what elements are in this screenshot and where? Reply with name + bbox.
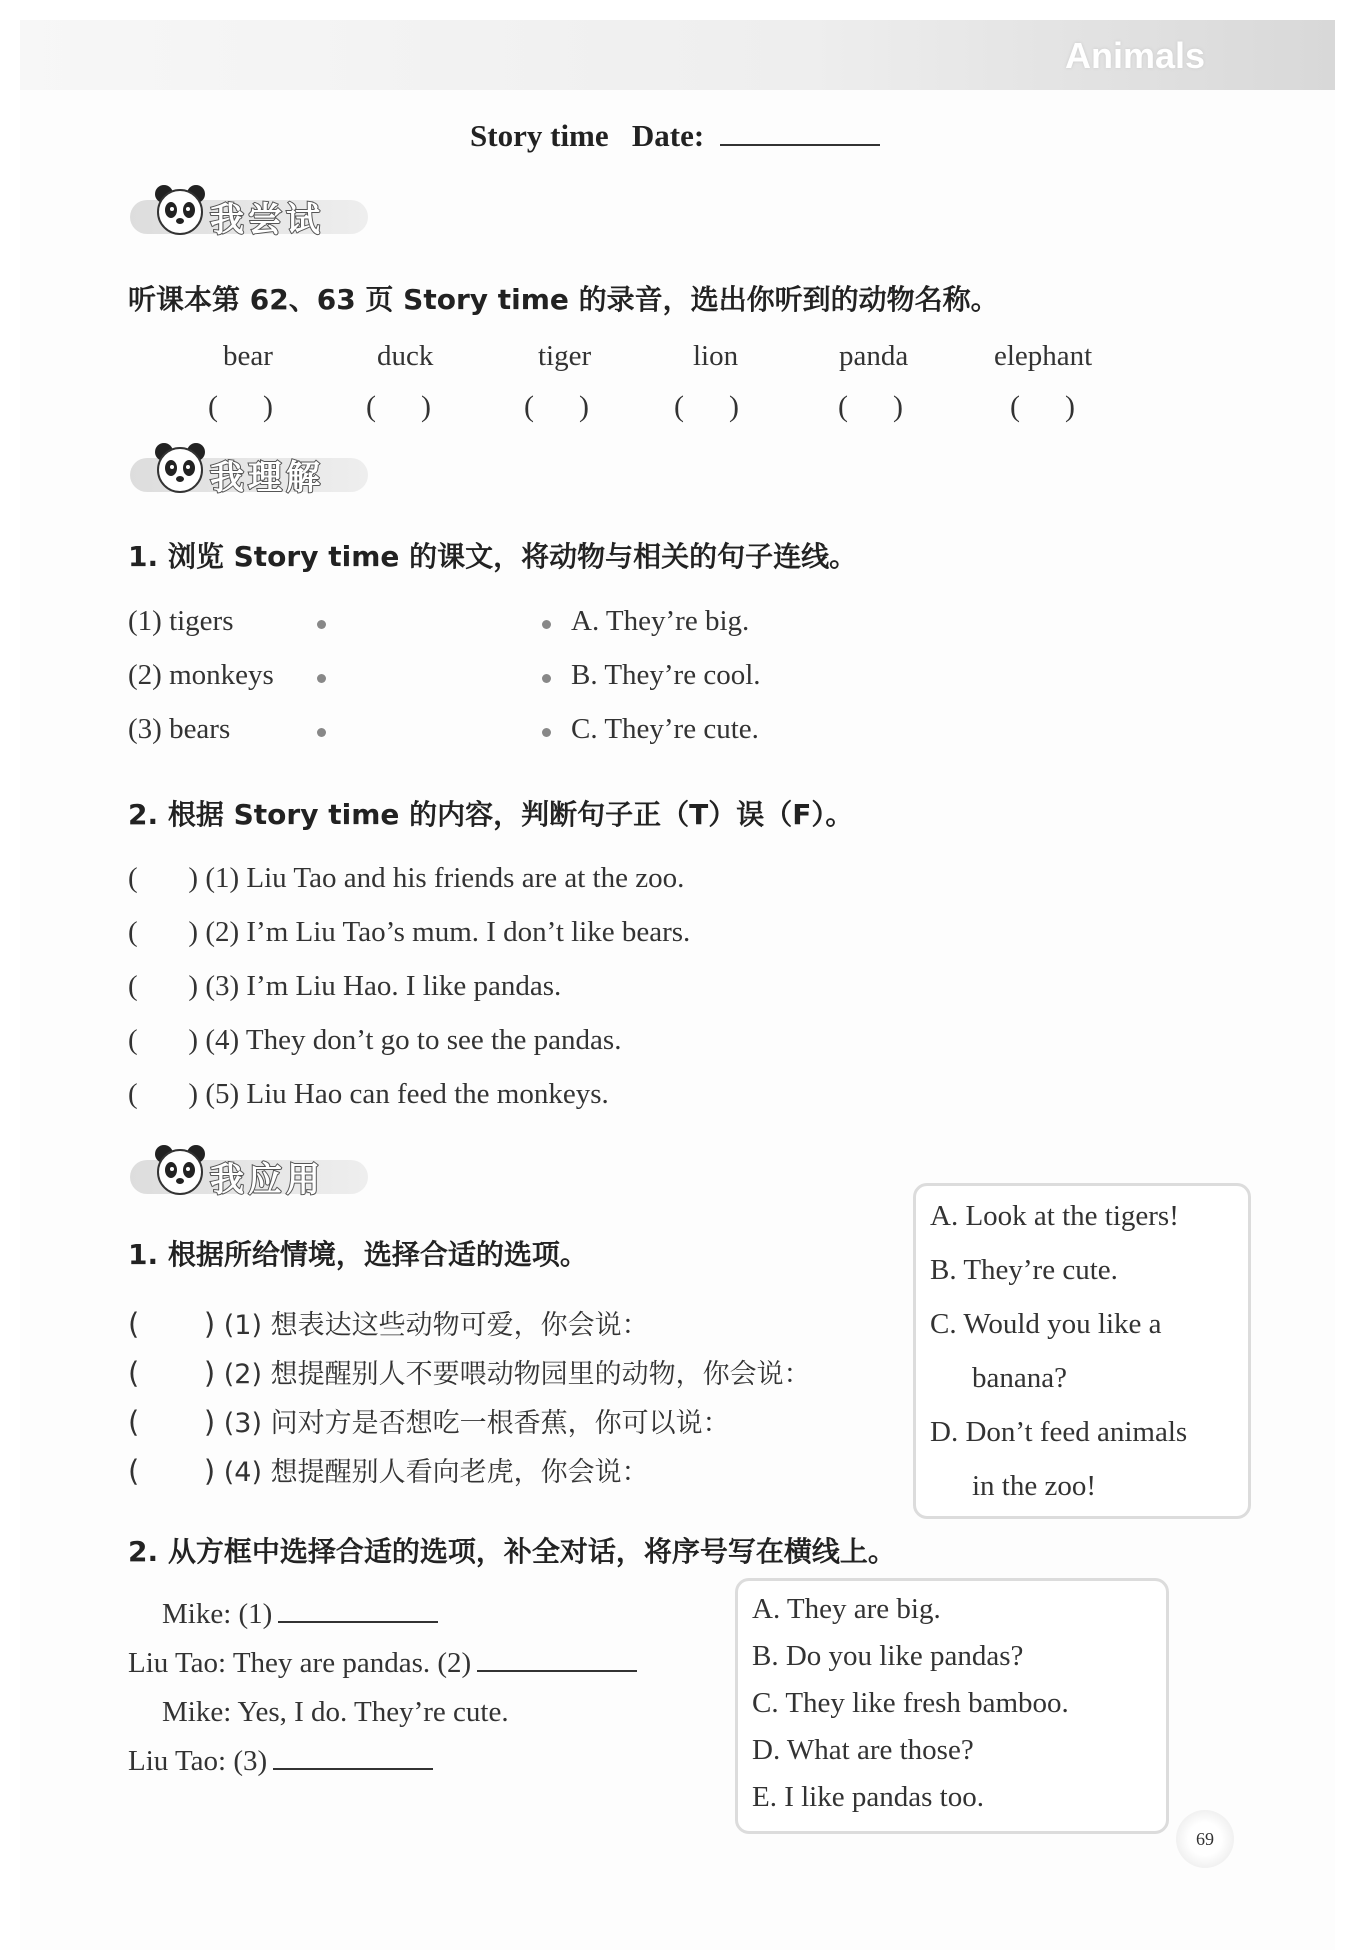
- date-label: Date:: [631, 118, 705, 153]
- situation-text: (4) 想提醒别人看向老虎，你会说：: [223, 1457, 649, 1488]
- dialogue-text: Mike: (1): [162, 1598, 273, 1630]
- match-dot[interactable]: [542, 620, 551, 629]
- match-left-item: (1) tigers: [128, 605, 234, 637]
- tf-bracket[interactable]: ( ): [128, 862, 199, 894]
- tf-statement: (2) I’m Liu Tao’s mum. I don’t like bears.: [205, 916, 691, 948]
- dialogue-line: [128, 1647, 637, 1680]
- match-dot[interactable]: [542, 728, 551, 737]
- badge-understand: [128, 448, 378, 498]
- option-item: D. What are those?: [752, 1734, 974, 1766]
- dialogue-text: Liu Tao: (3): [128, 1745, 268, 1777]
- dialogue-line: [128, 1745, 433, 1778]
- match-right-item: B. They’re cool.: [571, 659, 761, 691]
- dialogue-line: [162, 1598, 438, 1631]
- date-blank[interactable]: [720, 118, 880, 146]
- option-item: A. They are big.: [752, 1593, 941, 1625]
- answer-blank[interactable]: [477, 1648, 637, 1672]
- apply-q1-title: 1. 根据所给情境，选择合适的选项。: [128, 1238, 588, 1271]
- try-instruction: 听课本第 62、63 页 Story time 的录音，选出你听到的动物名称。: [128, 283, 999, 316]
- tf-statement: (4) They don’t go to see the pandas.: [205, 1024, 622, 1056]
- option-item-cont: banana?: [972, 1362, 1067, 1394]
- section-title: Animals: [1064, 35, 1206, 76]
- match-left-item: (2) monkeys: [128, 659, 274, 691]
- animal-word: elephant: [994, 340, 1093, 372]
- match-dot[interactable]: [317, 620, 326, 629]
- match-left-item: (3) bears: [128, 713, 231, 745]
- dialogue-text: Liu Tao: They are pandas. (2): [128, 1647, 472, 1679]
- option-item: B. Do you like pandas?: [752, 1640, 1024, 1672]
- badge-apply: [128, 1150, 378, 1200]
- tf-row: [128, 1078, 609, 1111]
- understand-q1-title: 1. 浏览 Story time 的课文，将动物与相关的句子连线。: [128, 540, 858, 573]
- answer-bracket[interactable]: ( ): [524, 390, 589, 423]
- apply-q2-title: 2. 从方框中选择合适的选项，补全对话，将序号写在横线上。: [128, 1535, 896, 1568]
- match-dot[interactable]: [542, 674, 551, 683]
- option-item: A. Look at the tigers!: [930, 1200, 1179, 1232]
- tf-statement: (3) I’m Liu Hao. I like pandas.: [205, 970, 562, 1002]
- situation-text: (1) 想表达这些动物可爱，你会说：: [223, 1310, 649, 1341]
- option-item: C. Would you like a: [930, 1308, 1162, 1340]
- situation-bracket[interactable]: ( ): [128, 1307, 216, 1341]
- situation-bracket[interactable]: ( ): [128, 1356, 216, 1390]
- option-item: B. They’re cute.: [930, 1254, 1118, 1286]
- badge-apply-label: 我应用: [210, 1160, 324, 1200]
- situation-text: (3) 问对方是否想吃一根香蕉，你可以说：: [223, 1408, 730, 1439]
- answer-bracket[interactable]: ( ): [366, 390, 431, 423]
- answer-bracket[interactable]: ( ): [208, 390, 273, 423]
- badge-try-label: 我尝试: [210, 200, 324, 240]
- tf-row: [128, 862, 684, 895]
- match-dot[interactable]: [317, 674, 326, 683]
- tf-statement: (5) Liu Hao can feed the monkeys.: [205, 1078, 609, 1110]
- tf-bracket[interactable]: ( ): [128, 970, 199, 1002]
- tf-bracket[interactable]: ( ): [128, 1078, 199, 1110]
- situation-row: [128, 1450, 649, 1489]
- situation-row: [128, 1401, 730, 1440]
- option-item-cont: in the zoo!: [972, 1470, 1097, 1502]
- panda-icon: [152, 1142, 208, 1198]
- option-item: D. Don’t feed animals: [930, 1416, 1188, 1448]
- page-title: [0, 118, 1350, 154]
- understand-q2-title: 2. 根据 Story time 的内容，判断句子正（T）误（F）。: [128, 798, 854, 831]
- dialogue-line: [162, 1696, 509, 1729]
- match-dot[interactable]: [317, 728, 326, 737]
- animal-word: duck: [377, 340, 434, 372]
- badge-try: [128, 190, 378, 240]
- animal-word: bear: [223, 340, 273, 372]
- situation-bracket[interactable]: ( ): [128, 1454, 216, 1488]
- situation-bracket[interactable]: ( ): [128, 1405, 216, 1439]
- match-right-item: A. They’re big.: [571, 605, 750, 637]
- tf-bracket[interactable]: ( ): [128, 1024, 199, 1056]
- animal-word: panda: [839, 340, 909, 372]
- tf-row: [128, 1024, 621, 1057]
- tf-bracket[interactable]: ( ): [128, 916, 199, 948]
- answer-bracket[interactable]: ( ): [674, 390, 739, 423]
- page-number: 69: [1176, 1810, 1234, 1868]
- tf-row: [128, 916, 690, 949]
- situation-row: [128, 1303, 649, 1342]
- story-title: Story time: [470, 118, 609, 153]
- dialogue-text: Mike: Yes, I do. They’re cute.: [162, 1696, 509, 1728]
- option-item: C. They like fresh bamboo.: [752, 1687, 1069, 1719]
- tf-row: [128, 970, 561, 1003]
- panda-icon: [152, 182, 208, 238]
- answer-bracket[interactable]: ( ): [838, 390, 903, 423]
- animal-word: tiger: [538, 340, 592, 372]
- tf-statement: (1) Liu Tao and his friends are at the zoo.: [205, 862, 685, 894]
- situation-row: [128, 1352, 811, 1391]
- answer-blank[interactable]: [278, 1599, 438, 1623]
- match-right-item: C. They’re cute.: [571, 713, 759, 745]
- animal-word: lion: [693, 340, 739, 372]
- badge-understand-label: 我理解: [210, 458, 324, 498]
- option-item: E. I like pandas too.: [752, 1781, 984, 1813]
- answer-blank[interactable]: [273, 1746, 433, 1770]
- options-box-1: [913, 1183, 1251, 1519]
- answer-bracket[interactable]: ( ): [1010, 390, 1075, 423]
- situation-text: (2) 想提醒别人不要喂动物园里的动物，你会说：: [223, 1359, 811, 1390]
- panda-icon: [152, 440, 208, 496]
